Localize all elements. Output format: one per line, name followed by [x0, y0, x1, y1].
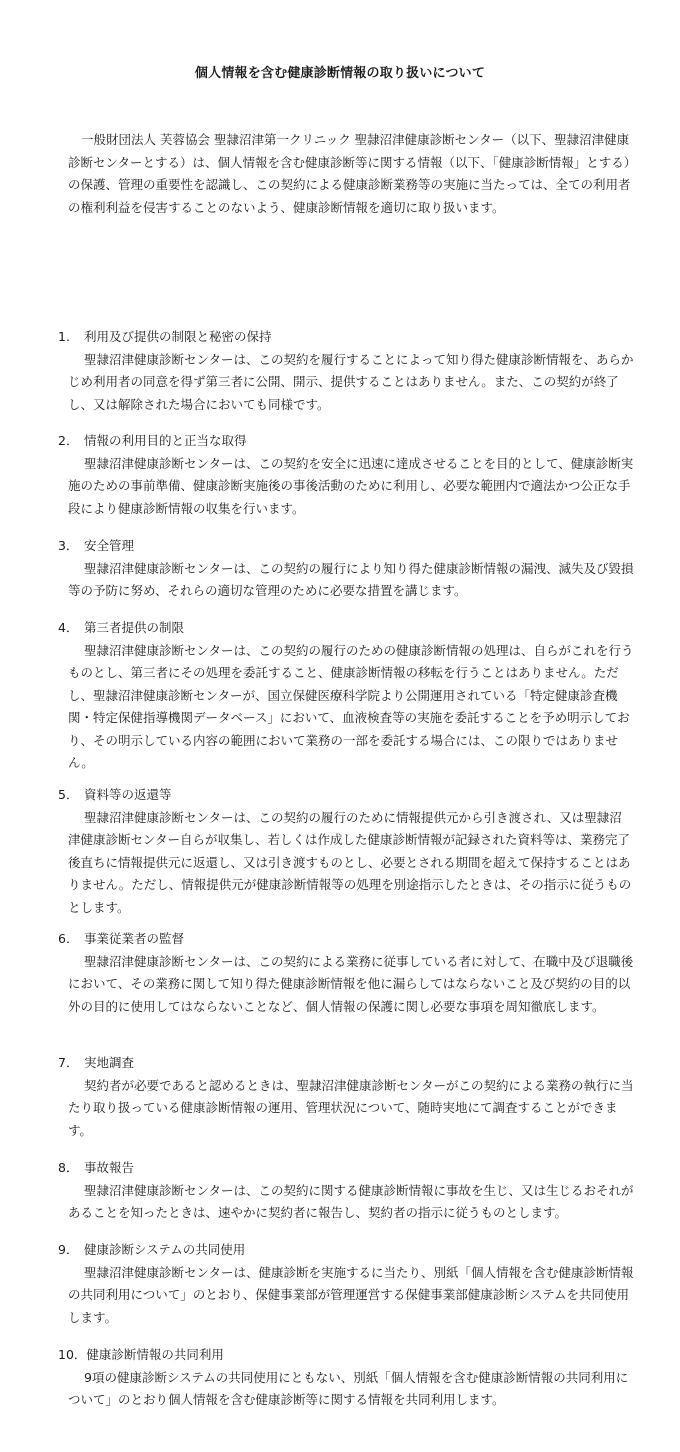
section-title: 安全管理	[84, 538, 135, 553]
section-3	[58, 535, 634, 603]
section-body: 聖隷沼津健康診断センターは、この契約を安全に迅速に達成させることを目的として、健康診断実施のための事前準備、健康診断実施後の事後活動のために利用し、必要な範囲内で適法かつ公正な手段により健康診断情報の収集を行います。	[68, 455, 634, 516]
section-body: 聖隷沼津健康診断センターは、健康診断を実施するに当たり、別紙「個人情報を含む健康診断情報の共同利用について」のとおり、保健事業部が管理運営する保健事業部健康診断システムを共同使用します。	[68, 1264, 634, 1325]
section-number: 1.	[58, 329, 70, 344]
section-number: 8．	[58, 1160, 79, 1175]
section-title: 事業従業者の監督	[84, 931, 185, 946]
section-number: 2．	[58, 433, 79, 448]
section-8	[58, 1157, 634, 1225]
section-heading	[58, 784, 634, 807]
section-body: 聖隷沼津健康診断センターは、この契約の履行のために情報提供元から引き渡され、又は聖隷沼津健康診断センター自らが収集し、若しくは作成した健康診断情報が記録された資料等は、業務完了後直ちに情報提供元に返還し、又は引き渡すものとし、必要とされる期間を超えて保持することはありません。ただし、情報提供元が健康診断情報等の処理を別途指示したときは、その指示に従うものとします。	[68, 809, 632, 915]
section-title: 健康診断システムの共同使用	[84, 1242, 246, 1257]
section-number: 6．	[58, 931, 79, 946]
section-9	[58, 1239, 634, 1329]
section-number: 7．	[58, 1055, 79, 1070]
section-heading	[58, 928, 634, 951]
section-body: 聖隷沼津健康診断センターは、この契約の履行により知り得た健康診断情報の漏洩、滅失及び毀損等の予防に努め、それらの適切な管理のために必要な措置を講じます。	[68, 560, 634, 598]
section-title: 健康診断情報の共同利用	[86, 1347, 224, 1362]
section-heading	[58, 430, 634, 453]
section-body: 聖隷沼津健康診断センターは、この契約による業務に従事している者に対して、在職中及び退職後において、その業務に関して知り得た健康診断情報を他に漏らしてはならないこと及び契約の目的以外の目的に使用してはならないことなど、個人情報の保護に関し必要な事項を周知徹底します。	[68, 953, 634, 1014]
section-number: 4．	[58, 620, 79, 635]
section-heading	[58, 1157, 634, 1180]
section-heading	[58, 617, 634, 640]
section-heading	[58, 1344, 634, 1367]
section-heading	[58, 1239, 634, 1262]
section-7	[58, 1052, 634, 1142]
section-number: 3．	[58, 538, 79, 553]
section-number: 10．	[58, 1347, 87, 1362]
section-title: 資料等の返還等	[84, 787, 172, 802]
section-title: 事故報告	[84, 1160, 135, 1175]
section-10	[58, 1344, 634, 1412]
section-body: 聖隷沼津健康診断センターは、この契約の履行のための健康診断情報の処理は、自らがこれを行うものとし、第三者にその処理を委託すること、健康診断情報の移転を行うことはありません。ただし、聖隷沼津健康診断センターが、国立保健医療科学院より公開運用されている「特定健康診査機関・特定保健指導機関データベース」において、血液検査等の実施を委託することを予め明示しており、その明示している内容の範囲において業務の一部を委託する場合には、この限りではありません。	[68, 642, 634, 770]
section-number: 9．	[58, 1242, 79, 1257]
document-title: 個人情報を含む健康診断情報の取り扱いについて	[194, 66, 486, 81]
section-body: 契約者が必要であると認めるときは、聖隷沼津健康診断センターがこの契約による業務の執行に当たり取り扱っている健康診断情報の運用、管理状況について、随時実地にて調査することができます。	[68, 1077, 634, 1138]
section-4	[58, 617, 634, 775]
section-title: 第三者提供の制限	[84, 620, 185, 635]
section-2	[58, 430, 634, 520]
section-body: 9項の健康診断システムの共同使用にともない、別紙「個人情報を含む健康診断情報の共同利用について」のとおり個人情報を含む健康診断等に関する情報を共同利用します。	[68, 1369, 629, 1407]
section-6	[58, 928, 634, 1018]
section-number: 5．	[58, 787, 79, 802]
section-title: 実地調査	[84, 1055, 135, 1070]
intro-paragraph: 一般財団法人 芙蓉協会 聖隷沼津第一クリニック 聖隷沼津健康診断センター（以下、聖隷沼津健康診断センターとする）は、個人情報を含む健康診断等に関する情報（以下、「健康診断情報」とする）の保護、管理の重要性を認識し、この契約による健康診断業務等の実施に当たっては、全ての利用者の権利利益を侵害することのないよう、健康診断情報を適切に取り扱います。	[68, 132, 631, 215]
section-title: 利用及び提供の制限と秘密の保持	[84, 329, 272, 344]
section-body: 聖隷沼津健康診断センターは、この契約を履行することによって知り得た健康診断情報を、あらかじめ利用者の同意を得ず第三者に公開、開示、提供することはありません。また、この契約が終了し、又は解除された場合においても同様です。	[68, 351, 634, 412]
section-1	[58, 326, 634, 416]
section-heading	[58, 326, 634, 349]
section-title: 情報の利用目的と正当な取得	[84, 433, 247, 448]
section-heading	[58, 535, 634, 558]
section-heading	[58, 1052, 634, 1075]
section-body: 聖隷沼津健康診断センターは、この契約に関する健康診断情報に事故を生じ、又は生じるおそれがあることを知ったときは、速やかに契約者に報告し、契約者の指示に従うものとします。	[68, 1182, 634, 1220]
section-5	[58, 784, 634, 919]
